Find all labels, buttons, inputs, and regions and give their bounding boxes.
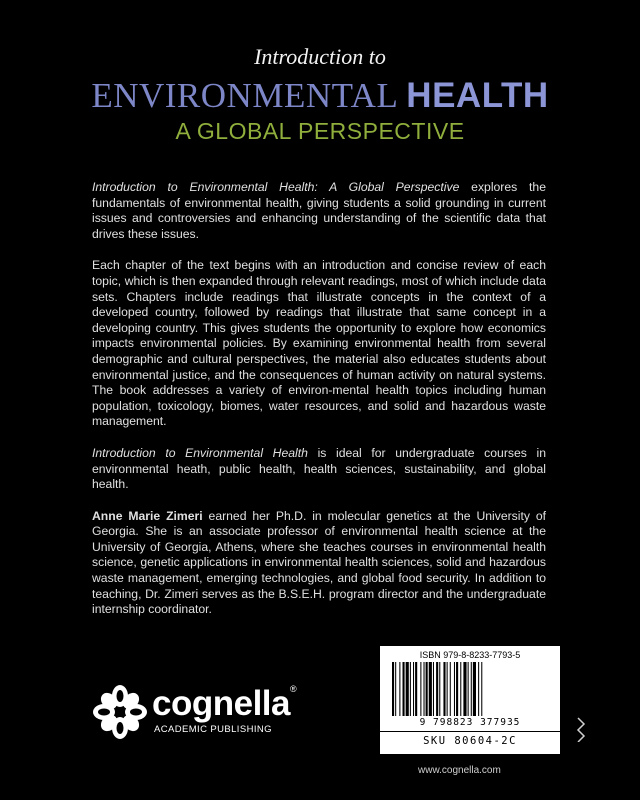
registered-mark: ® bbox=[289, 684, 297, 694]
paragraph-author-bio bbox=[92, 509, 546, 618]
barcode-panel bbox=[380, 646, 560, 754]
title-main bbox=[0, 76, 640, 116]
sku-label: SKU 80604-2C bbox=[423, 735, 517, 747]
author-bio-text: earned her Ph.D. in molecular genetics at the University of Georgia. She is an associate professor of environmental health science at the University of Georgia, Athens, where she teaches courses in environmental health science, genetic applications in environmental health sciences, solid and hazardous waste management, emerging technologies, and global food security. In addition to teaching, Dr. Zimeri serves as the B.S.E.H. program director and the undergraduate internship coordinator. bbox=[92, 508, 547, 617]
title-main-environmental: ENVIRONMENTAL bbox=[91, 76, 398, 115]
title-subtitle: A GLOBAL PERSPECTIVE bbox=[175, 118, 465, 144]
paragraph-overview-text: explores the fundamentals of environmental health, giving students a solid grounding in current issues and controversies and enhancing understanding of the scientific data that drives these issues. bbox=[92, 180, 546, 241]
paragraph-overview bbox=[92, 180, 546, 242]
publisher-name-text: cognella bbox=[152, 684, 290, 723]
flower-knot-icon bbox=[92, 684, 148, 740]
divider bbox=[380, 731, 560, 732]
paragraph-chapters: Each chapter of the text begins with an introduction and concise review of each topic, which is then expanded through relevant readings, most of which include data sets. Chapters include readings that illustrate concepts in the context of a developed country, followed by readings that illustrate that same concept in a developing country. This gives students the opportunity to explore how economics impacts environmental policies. By examining environmental health from several demographic and cultural perspectives, the material also educates students about environmental justice, and the consequences of human activity on natural systems. The book addresses a variety of environ-mental health topics including human population, toxicology, biomes, water resources, and solid and hazardous waste management. bbox=[92, 258, 546, 429]
isbn-label: ISBN 979-8-8233-7793-5 bbox=[419, 650, 521, 660]
title-main-health: HEALTH bbox=[406, 76, 549, 115]
book-title-italic: Introduction to Environmental Health: A Global Perspective bbox=[92, 180, 460, 194]
book-title-italic-2: Introduction to Environmental Health bbox=[92, 445, 308, 460]
publisher-logo bbox=[92, 684, 297, 744]
barcode-bars bbox=[390, 662, 550, 718]
description-text bbox=[92, 180, 546, 634]
publisher-website: www.cognella.com bbox=[418, 765, 501, 776]
barcode-digits: 9 798823 377935 bbox=[419, 717, 521, 728]
paragraph-audience-text: is ideal for undergraduate courses in environmental heath, public health, health sciences, sustainability, and global health. bbox=[92, 445, 546, 492]
publisher-name bbox=[152, 684, 296, 724]
author-name: Anne Marie Zimeri bbox=[92, 508, 203, 523]
publisher-tagline: ACADEMIC PUBLISHING bbox=[154, 724, 272, 735]
recycle-mark-icon bbox=[576, 716, 586, 742]
title-intro: Introduction to bbox=[254, 44, 386, 69]
paragraph-audience bbox=[92, 446, 546, 493]
